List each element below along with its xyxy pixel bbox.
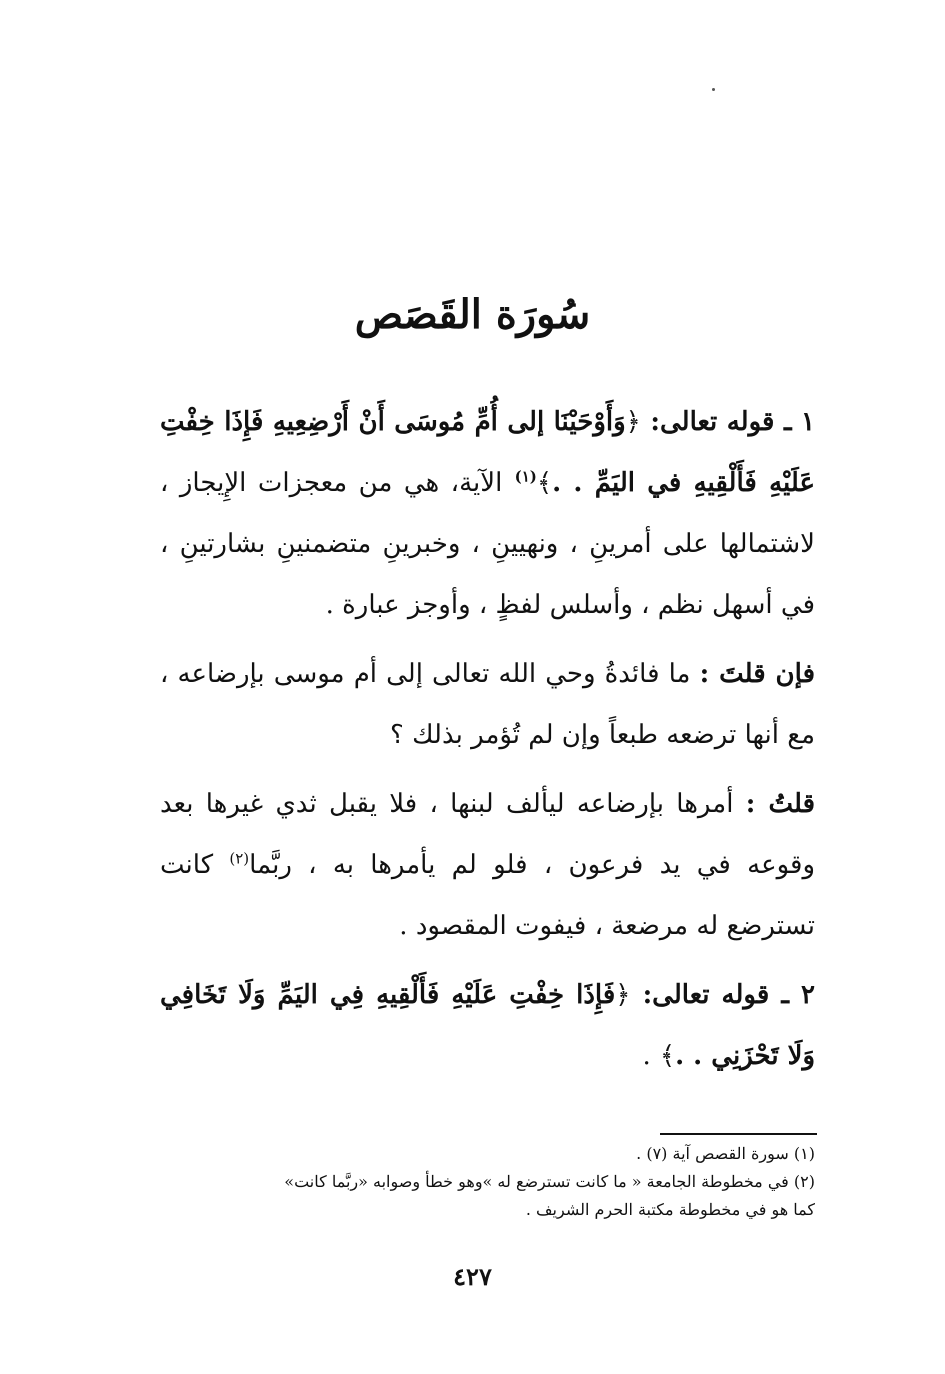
main-text (160, 392, 815, 1095)
footnote-1: (١) سورة القصص آية (٧) . (636, 1144, 815, 1163)
commentary-text: الآية، هي من معجزات الإِيجاز ، لاشتمالها على أمرينِ ، ونهيينِ ، وخبرينِ متضمنينِ بشارتينِ ، في أسهل نظم ، وأسلس لفظٍ ، وأوجز عبارة . (160, 468, 815, 620)
footnote-2-continued: كما هو في مخطوطة مكتبة الحرم الشريف . (525, 1200, 815, 1219)
scan-speck (712, 88, 715, 91)
answer-text-continued: كانت تسترضع له مرضعة ، فيفوت المقصود . (160, 850, 815, 941)
paragraph-verse-1 (160, 392, 815, 636)
footnotes (160, 1140, 815, 1224)
quran-open-bracket: ﴿ (625, 407, 641, 437)
question-text: ما فائدةُ وحي الله تعالى إلى أم موسى بإرضاعه ، مع أنها ترضعه طبعاً وإن لم تُؤمر بذلك ؟ (160, 659, 815, 750)
page-title: سُورَة القَصَص (354, 290, 591, 338)
answer-keyword: قلتُ : (745, 789, 816, 819)
answer-text: أمرها بإرضاعه ليألف لبنها ، فلا يقبل ثدي غيرها بعد وقوعه في يد فرعون ، فلو لم يأمرها به ، ربَّما (160, 789, 815, 880)
paragraph-question (160, 644, 815, 766)
quran-close-bracket: ﴾ (659, 1041, 676, 1071)
quran-open-bracket: ﴿ (615, 980, 631, 1010)
quran-verse-text: وَأَوْحَيْنَا إلى أُمِّ مُوسَى أَنْ أَرْضِعِيهِ فَإِذَا خِفْتِ عَلَيْهِ فَأَلْقِيهِ في اليَمِّ . . (160, 407, 815, 498)
paragraph-verse-2 (160, 965, 815, 1087)
footnote-reference: (١) (514, 467, 537, 486)
item-number: ٢ ـ (781, 980, 815, 1010)
sentence-end: . (642, 1041, 651, 1071)
footnote-separator (660, 1133, 817, 1135)
paragraph-answer (160, 774, 815, 957)
footnote-reference: (٢) (229, 849, 250, 868)
verse-intro-label: قوله تعالى: (650, 407, 775, 437)
quran-verse-text: فَإِذَا خِفْتِ عَلَيْهِ فَأَلْقِيهِ فِي اليَمِّ وَلَا تَخَافِي وَلَا تَحْزَنِي . . (160, 980, 815, 1071)
question-keyword: فإن قلتَ : (699, 659, 815, 689)
footnote-2: (٢) في مخطوطة الجامعة « ما كانت تسترضع له »وهو خطأ وصوابه «ربَّما كانت» (284, 1172, 815, 1191)
verse-intro-label: قوله تعالى: (642, 980, 770, 1010)
page-number: ٤٢٧ (453, 1262, 492, 1291)
item-number: ١ ـ (783, 407, 815, 437)
quran-close-bracket: ﴾ (536, 468, 553, 498)
